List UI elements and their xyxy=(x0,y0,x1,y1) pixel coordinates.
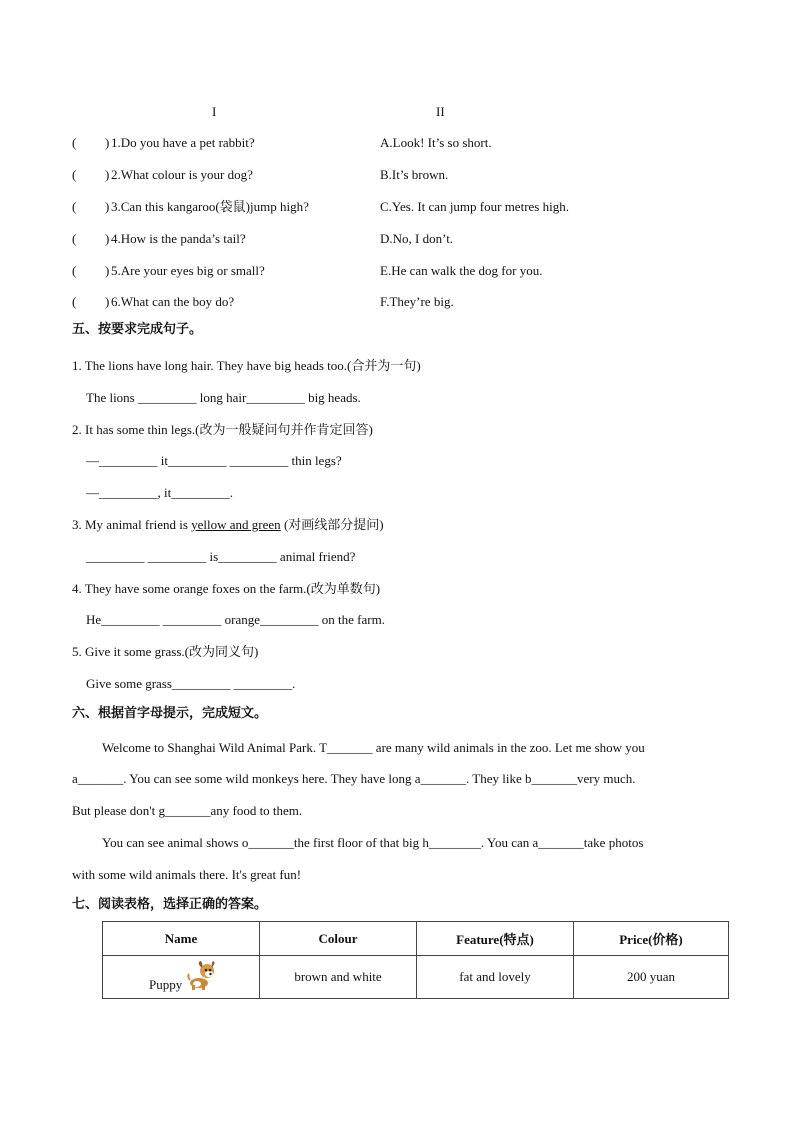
answer-paren-open[interactable]: ( xyxy=(72,263,77,278)
section-5-heading: 五、按要求完成句子。 xyxy=(72,322,203,337)
answer-paren-open[interactable]: ( xyxy=(72,167,77,182)
question-5: 5.Are your eyes big or small? xyxy=(111,263,265,278)
question-6: 6.What can the boy do? xyxy=(111,294,235,309)
puppy-label: Puppy xyxy=(149,977,183,992)
s5-question-5: 5. Give it some grass.(改为同义句) xyxy=(72,644,259,659)
answer-paren-close: ) xyxy=(105,135,110,150)
s5-q3-prefix: 3. My animal friend is xyxy=(72,517,192,532)
s5-answer-line-2a[interactable]: —_________ it_________ _________ thin legs? xyxy=(86,453,342,468)
question-1: 1.Do you have a pet rabbit? xyxy=(111,135,255,150)
answer-paren-close: ) xyxy=(105,263,110,278)
table-header-name: Name xyxy=(103,922,260,956)
answer-a: A.Look! It’s so short. xyxy=(380,135,492,150)
s5-question-1: 1. The lions have long hair. They have big heads too.(合并为一句) xyxy=(72,358,421,373)
column-header-i: I xyxy=(212,104,217,119)
passage-line-1[interactable]: Welcome to Shanghai Wild Animal Park. T_______ are many wild animals in the zoo. Let me show you xyxy=(102,740,645,755)
table-header-colour: Colour xyxy=(260,922,417,956)
s5-answer-line-4[interactable]: He_________ _________ orange_________ on the farm. xyxy=(86,612,385,627)
passage-line-5: with some wild animals there. It's great fun! xyxy=(72,867,302,882)
answer-d: D.No, I don’t. xyxy=(380,231,454,246)
s5-answer-line-3[interactable]: _________ _________ is_________ animal friend? xyxy=(86,549,356,564)
passage-line-3[interactable]: But please don't g_______any food to them. xyxy=(72,803,303,818)
s5-answer-line-1[interactable]: The lions _________ long hair_________ big heads. xyxy=(86,390,361,405)
question-4: 4.How is the panda’s tail? xyxy=(111,231,246,246)
column-header-ii: II xyxy=(436,104,445,119)
puppy-icon xyxy=(185,958,219,992)
answer-paren-open[interactable]: ( xyxy=(72,231,77,246)
table-row xyxy=(103,956,729,999)
section-6-heading: 六、根据首字母提示，完成短文。 xyxy=(72,706,268,721)
answer-paren-close: ) xyxy=(105,294,110,309)
pet-info-table xyxy=(102,921,729,999)
answer-c: C.Yes. It can jump four metres high. xyxy=(380,199,569,214)
answer-e: E.He can walk the dog for you. xyxy=(380,263,543,278)
s5-answer-line-2b[interactable]: —_________, it_________. xyxy=(86,485,233,500)
answer-paren-open[interactable]: ( xyxy=(72,135,77,150)
section-7-heading: 七、阅读表格，选择正确的答案。 xyxy=(72,897,268,912)
answer-paren-open[interactable]: ( xyxy=(72,294,77,309)
s5-q3-underlined: yellow and green xyxy=(191,517,281,532)
answer-f: F.They’re big. xyxy=(380,294,454,309)
table-cell-name xyxy=(103,956,260,999)
table-header-feature: Feature(特点) xyxy=(417,922,574,956)
answer-paren-close: ) xyxy=(105,167,110,182)
s5-answer-line-5[interactable]: Give some grass_________ _________. xyxy=(86,676,296,691)
answer-b: B.It’s brown. xyxy=(380,167,449,182)
s5-q3-suffix: (对画线部分提问) xyxy=(280,517,384,532)
table-cell-colour: brown and white xyxy=(260,956,417,999)
passage-line-4[interactable]: You can see animal shows o_______the first floor of that big h________. You can a_______take photos xyxy=(102,835,644,850)
question-3: 3.Can this kangaroo(袋鼠)jump high? xyxy=(111,199,309,214)
table-cell-feature: fat and lovely xyxy=(417,956,574,999)
answer-paren-open[interactable]: ( xyxy=(72,199,77,214)
question-2: 2.What colour is your dog? xyxy=(111,167,253,182)
passage-line-2[interactable]: a_______. You can see some wild monkeys here. They have long a_______. They like b_______very much. xyxy=(72,771,636,786)
table-header-price: Price(价格) xyxy=(574,922,729,956)
table-cell-price: 200 yuan xyxy=(574,956,729,999)
s5-question-2: 2. It has some thin legs.(改为一般疑问句并作肯定回答) xyxy=(72,422,373,437)
table-header-row xyxy=(103,922,729,956)
s5-question-3 xyxy=(72,517,384,533)
answer-paren-close: ) xyxy=(105,231,110,246)
s5-question-4: 4. They have some orange foxes on the farm.(改为单数句) xyxy=(72,581,381,596)
answer-paren-close: ) xyxy=(105,199,110,214)
